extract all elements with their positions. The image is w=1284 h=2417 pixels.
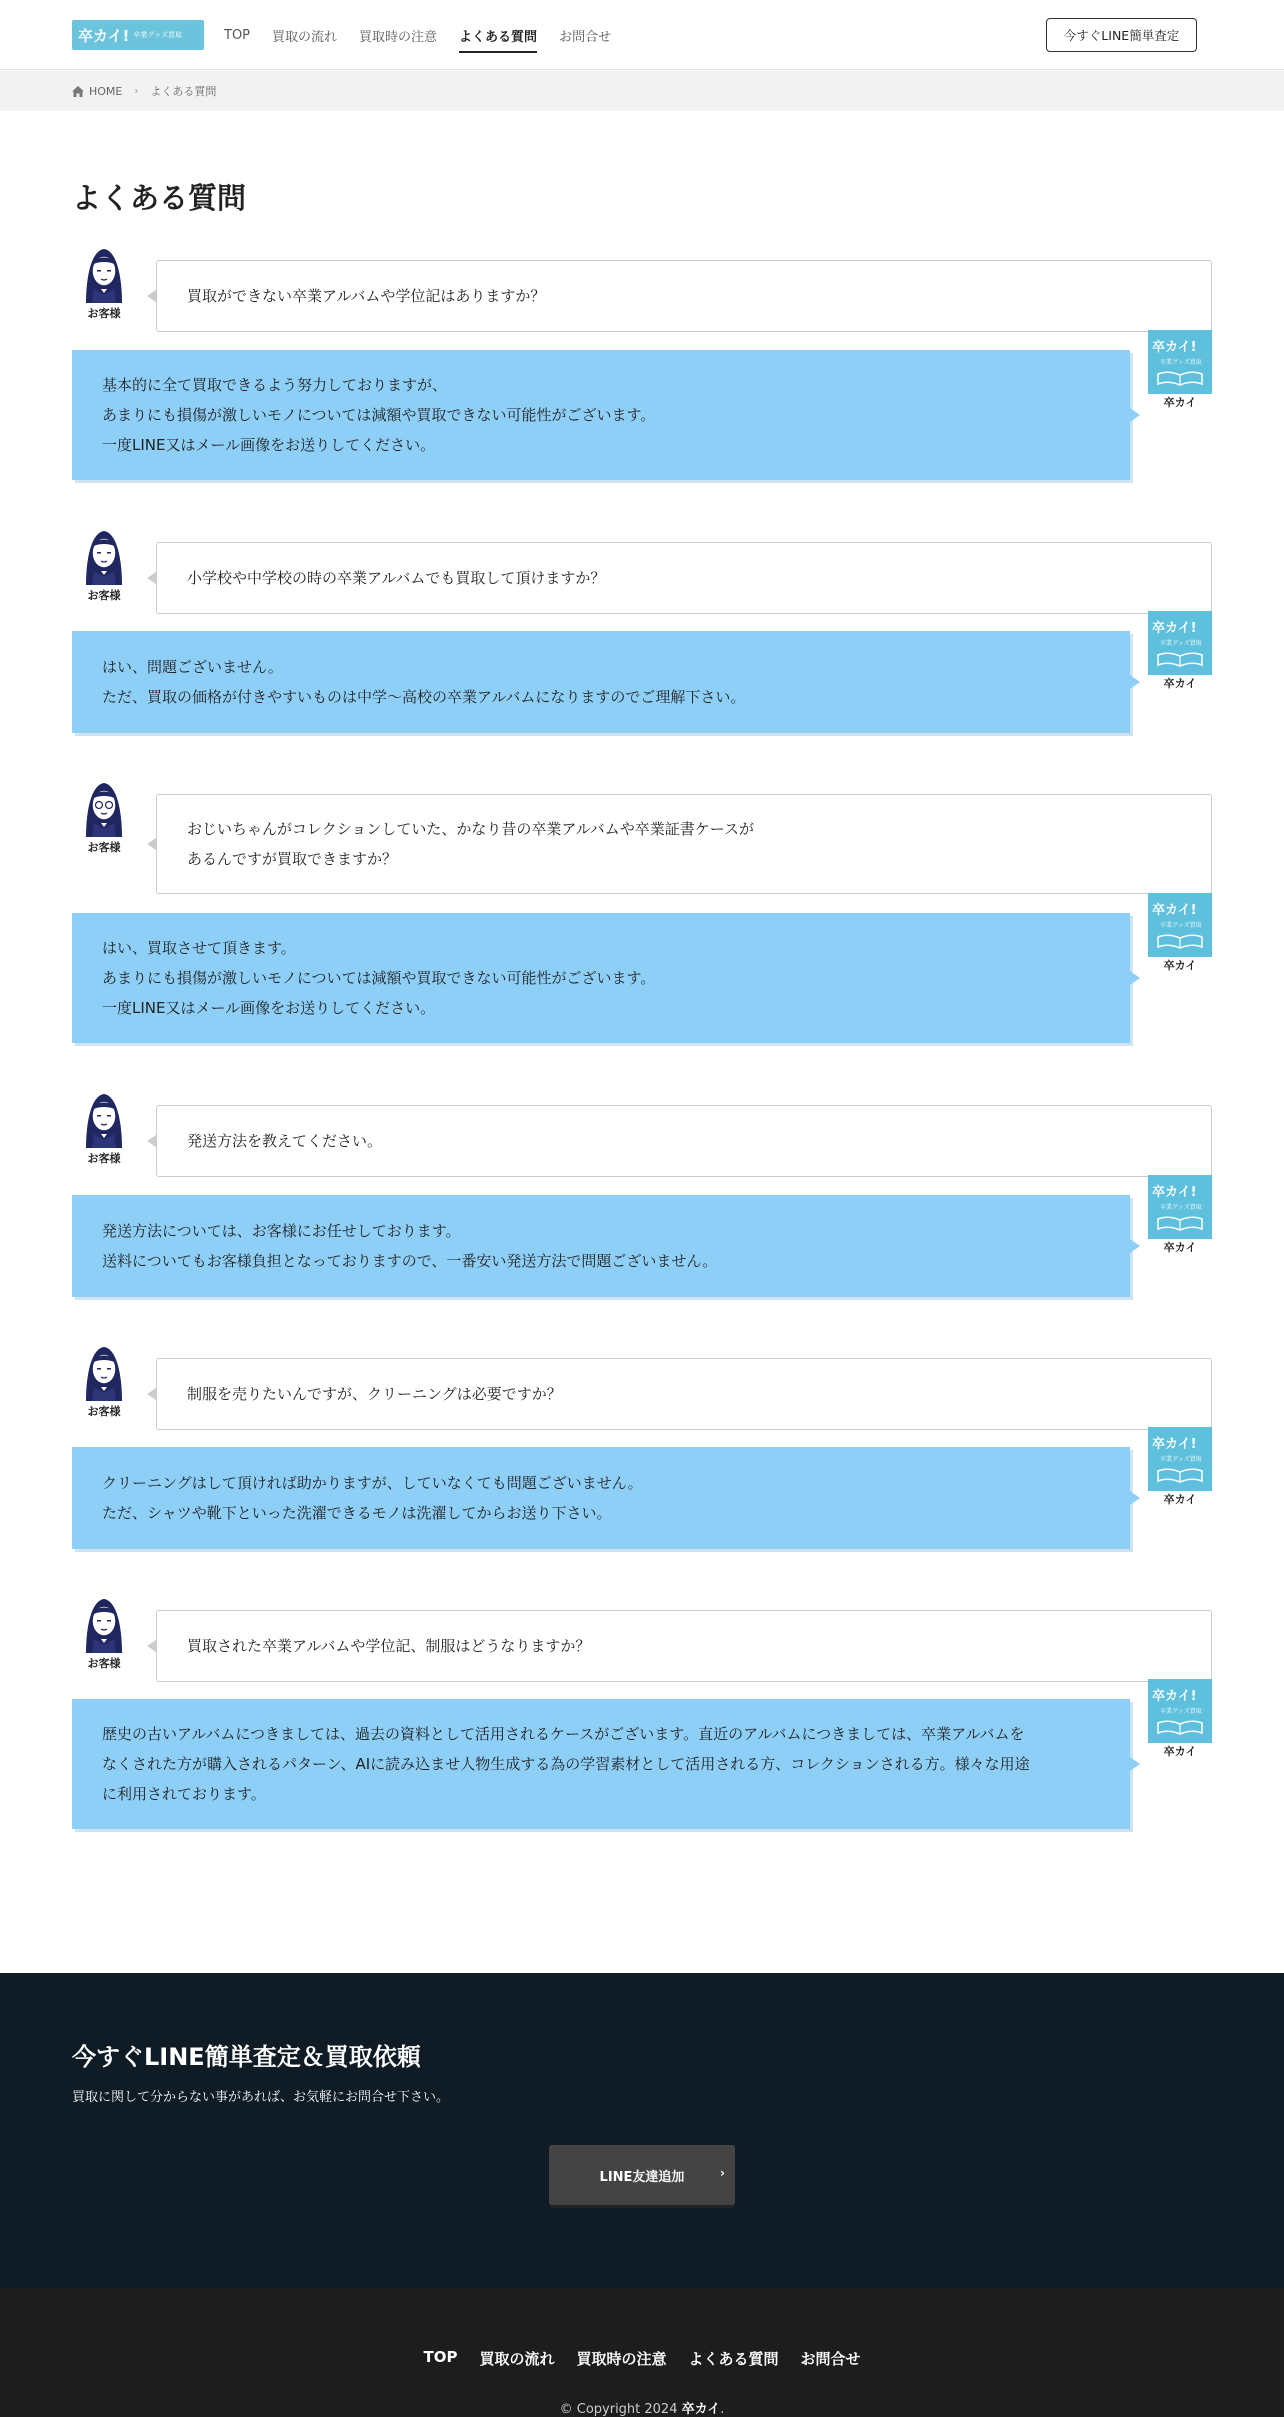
book-icon bbox=[1156, 1719, 1204, 1735]
brand-logo-text: 卒カイ! bbox=[1152, 1437, 1197, 1452]
logo-text: 卒カイ! bbox=[78, 26, 130, 45]
faq-answer-row bbox=[72, 1679, 1212, 1829]
question-text bbox=[187, 1126, 382, 1156]
answer-line: 送料についてもお客様負担となっておりますので、一番安い発送方法で問題ございません。 bbox=[102, 1252, 718, 1270]
brand-logo-text: 卒カイ! bbox=[1152, 621, 1197, 636]
question-line: あるんですが買取できますか？ bbox=[187, 850, 398, 868]
answer-bubble bbox=[72, 350, 1130, 480]
answer-text bbox=[102, 370, 655, 460]
logo-subtext: 卒業グッズ買取 bbox=[133, 30, 183, 39]
brand-logo-text: 卒カイ! bbox=[1152, 903, 1197, 918]
answer-line: はい、買取させて頂きます。 bbox=[102, 939, 296, 957]
page-title: よくある質問 bbox=[72, 181, 247, 215]
answer-line: あまりにも損傷が激しいモノについては減額や買取できない可能性がございます。 bbox=[102, 969, 656, 987]
brand-logo-sub: 卒業グッズ買取 bbox=[1160, 1456, 1202, 1463]
shop-avatar bbox=[1148, 611, 1212, 691]
faq-answer-row bbox=[72, 893, 1212, 1043]
answer-line: 基本的に全て買取できるよう努力しておりますが、 bbox=[102, 376, 448, 394]
question-bubble bbox=[156, 260, 1212, 332]
brand-logo-icon bbox=[1148, 1427, 1212, 1491]
customer-avatar bbox=[72, 523, 136, 603]
question-bubble bbox=[156, 1358, 1212, 1430]
book-icon bbox=[1156, 1215, 1204, 1231]
customer-avatar-icon bbox=[72, 1339, 136, 1403]
customer-label: お客様 bbox=[87, 589, 121, 602]
copyright bbox=[0, 2398, 1284, 2417]
site-logo[interactable] bbox=[72, 20, 204, 50]
shop-label: 卒カイ bbox=[1163, 1241, 1197, 1254]
line-assessment-button[interactable]: 今すぐLINE簡単査定 bbox=[1046, 18, 1197, 52]
customer-avatar-icon bbox=[72, 775, 136, 839]
brand-logo-sub: 卒業グッズ買取 bbox=[1160, 1708, 1202, 1715]
faq-question-row bbox=[72, 776, 1212, 880]
footer-cta-title: 今すぐLINE簡単査定＆買取依頼 bbox=[72, 2043, 421, 2071]
chevron-right-icon: › bbox=[134, 85, 139, 97]
question-line: おじいちゃんがコレクションしていた、かなり昔の卒業アルバムや卒業証書ケースが bbox=[187, 820, 755, 838]
answer-line: はい、問題ございません。 bbox=[102, 658, 283, 676]
footer-nav-flow[interactable]: 買取の流れ bbox=[479, 2350, 555, 2368]
answer-bubble bbox=[72, 1195, 1130, 1297]
faq-answer-row bbox=[72, 1175, 1212, 1297]
footer-nav-faq[interactable]: よくある質問 bbox=[688, 2350, 779, 2368]
answer-line: 一度LINE又はメール画像をお送りしてください。 bbox=[102, 436, 436, 454]
question-bubble bbox=[156, 794, 1212, 894]
question-line: 買取された卒業アルバムや学位記、制服はどうなりますか？ bbox=[187, 1637, 591, 1655]
faq-question-row bbox=[72, 1592, 1212, 1668]
question-line: 小学校や中学校の時の卒業アルバムでも買取して頂けますか？ bbox=[187, 569, 606, 587]
question-line: 制服を売りたいんですが、クリーニングは必要ですか？ bbox=[187, 1385, 562, 1403]
answer-bubble bbox=[72, 631, 1130, 733]
brand-logo-sub: 卒業グッズ買取 bbox=[1160, 922, 1202, 929]
answer-line: なくされた方が購入されるパターン、AIに読み込ませ人物生成する為の学習素材として活用される方、コレクションされる方。様々な用途 bbox=[102, 1755, 1030, 1773]
customer-avatar bbox=[72, 241, 136, 321]
answer-text bbox=[102, 1719, 1030, 1809]
footer-nav-notes[interactable]: 買取時の注意 bbox=[576, 2350, 667, 2368]
book-icon bbox=[1156, 933, 1204, 949]
answer-line: 歴史の古いアルバムにつきましては、過去の資料として活用されるケースがございます。直近のアルバムにつきましては、卒業アルバムを bbox=[102, 1725, 1025, 1743]
book-icon bbox=[1156, 370, 1204, 386]
answer-bubble bbox=[72, 913, 1130, 1043]
brand-logo-icon bbox=[1148, 330, 1212, 394]
site-footer bbox=[0, 2288, 1284, 2417]
question-line: 買取ができない卒業アルバムや学位記はありますか？ bbox=[187, 287, 546, 305]
customer-label: お客様 bbox=[87, 1152, 121, 1165]
footer-cta-text: 買取に関して分からない事があれば、お気軽にお問合せ下さい。 bbox=[72, 2090, 450, 2105]
faq-answer-row bbox=[72, 1427, 1212, 1549]
brand-logo-text: 卒カイ! bbox=[1152, 1185, 1197, 1200]
brand-logo-icon bbox=[1148, 1175, 1212, 1239]
shop-label: 卒カイ bbox=[1163, 677, 1197, 690]
answer-line: あまりにも損傷が激しいモノについては減額や買取できない可能性がございます。 bbox=[102, 406, 656, 424]
answer-text bbox=[102, 652, 745, 712]
faq-question-row bbox=[72, 242, 1212, 318]
brand-logo-text: 卒カイ! bbox=[1152, 340, 1197, 355]
customer-avatar-icon bbox=[72, 241, 136, 305]
copyright-suffix: . bbox=[720, 2402, 725, 2417]
shop-avatar bbox=[1148, 1175, 1212, 1255]
customer-avatar-icon bbox=[72, 523, 136, 587]
breadcrumb-current: よくある質問 bbox=[150, 85, 217, 98]
question-text bbox=[187, 281, 545, 311]
faq-question-row bbox=[72, 1340, 1212, 1416]
faq-question-row bbox=[72, 1087, 1212, 1163]
site-header bbox=[0, 0, 1284, 70]
shop-label: 卒カイ bbox=[1163, 959, 1197, 972]
nav-flow[interactable]: 買取の流れ bbox=[272, 29, 338, 45]
answer-text bbox=[102, 933, 655, 1023]
answer-line: ただ、シャツや靴下といった洗濯できるモノは洗濯してからお送り下さい。 bbox=[102, 1504, 612, 1522]
customer-avatar-icon bbox=[72, 1086, 136, 1150]
customer-avatar bbox=[72, 1086, 136, 1166]
question-line: 発送方法を教えてください。 bbox=[187, 1132, 383, 1150]
copyright-brand: 卒カイ bbox=[681, 2402, 721, 2417]
shop-label: 卒カイ bbox=[1163, 1745, 1197, 1758]
customer-label: お客様 bbox=[87, 1657, 121, 1670]
answer-line: 発送方法については、お客様にお任せしております。 bbox=[102, 1222, 461, 1240]
brand-logo-icon bbox=[1148, 893, 1212, 957]
line-add-friend-label: LINE友達追加 bbox=[599, 2169, 685, 2185]
shop-avatar bbox=[1148, 330, 1212, 410]
customer-label: お客様 bbox=[87, 1405, 121, 1418]
shop-label: 卒カイ bbox=[1163, 1493, 1197, 1506]
question-bubble bbox=[156, 1610, 1212, 1682]
customer-avatar-icon bbox=[72, 1591, 136, 1655]
question-text bbox=[187, 563, 605, 593]
brand-logo-icon bbox=[1148, 611, 1212, 675]
footer-cta bbox=[0, 1973, 1284, 2288]
answer-line: 一度LINE又はメール画像をお送りしてください。 bbox=[102, 999, 436, 1017]
breadcrumb bbox=[0, 71, 1284, 111]
footer-nav-contact[interactable]: お問合せ bbox=[800, 2350, 861, 2368]
shop-label: 卒カイ bbox=[1163, 396, 1197, 409]
book-icon bbox=[1156, 651, 1204, 667]
answer-line: ただ、買取の価格が付きやすいものは中学〜高校の卒業アルバムになりますのでご理解下さい。 bbox=[102, 688, 746, 706]
question-text bbox=[187, 1379, 562, 1409]
footer-nav-top[interactable]: TOP bbox=[423, 2348, 458, 2366]
main-nav bbox=[224, 0, 633, 70]
home-icon bbox=[72, 86, 84, 97]
shop-avatar bbox=[1148, 893, 1212, 973]
question-bubble bbox=[156, 542, 1212, 614]
brand-logo-sub: 卒業グッズ買取 bbox=[1160, 359, 1202, 366]
shop-avatar bbox=[1148, 1679, 1212, 1759]
nav-notes[interactable]: 買取時の注意 bbox=[359, 29, 438, 45]
line-add-friend-button[interactable] bbox=[549, 2145, 735, 2205]
nav-contact[interactable]: お問合せ bbox=[559, 29, 612, 45]
answer-bubble bbox=[72, 1699, 1130, 1829]
faq-answer-row bbox=[72, 611, 1212, 733]
question-text bbox=[187, 1631, 590, 1661]
brand-logo-icon bbox=[1148, 1679, 1212, 1743]
book-icon bbox=[1156, 1467, 1204, 1483]
breadcrumb-home[interactable]: HOME bbox=[89, 84, 123, 98]
customer-avatar bbox=[72, 1339, 136, 1419]
customer-label: お客様 bbox=[87, 307, 121, 320]
faq-question-row bbox=[72, 524, 1212, 600]
answer-text bbox=[102, 1216, 717, 1276]
question-text bbox=[187, 814, 754, 874]
footer-nav bbox=[0, 2348, 1284, 2369]
brand-logo-sub: 卒業グッズ買取 bbox=[1160, 1204, 1202, 1211]
customer-avatar bbox=[72, 1591, 136, 1671]
answer-line: クリーニングはして頂ければ助かりますが、していなくても問題ございません。 bbox=[102, 1474, 643, 1492]
question-bubble bbox=[156, 1105, 1212, 1177]
faq-answer-row bbox=[72, 330, 1212, 480]
answer-line: に利用されております。 bbox=[102, 1785, 266, 1803]
nav-top[interactable]: TOP bbox=[224, 27, 251, 43]
brand-logo-sub: 卒業グッズ買取 bbox=[1160, 640, 1202, 647]
answer-text bbox=[102, 1468, 643, 1528]
customer-label: お客様 bbox=[87, 841, 121, 854]
answer-bubble bbox=[72, 1447, 1130, 1549]
chevron-right-icon: › bbox=[720, 2166, 725, 2180]
customer-avatar bbox=[72, 775, 136, 855]
copyright-prefix: © Copyright 2024 bbox=[559, 2402, 682, 2417]
nav-faq[interactable]: よくある質問 bbox=[459, 18, 537, 53]
brand-logo-text: 卒カイ! bbox=[1152, 1689, 1197, 1704]
shop-avatar bbox=[1148, 1427, 1212, 1507]
